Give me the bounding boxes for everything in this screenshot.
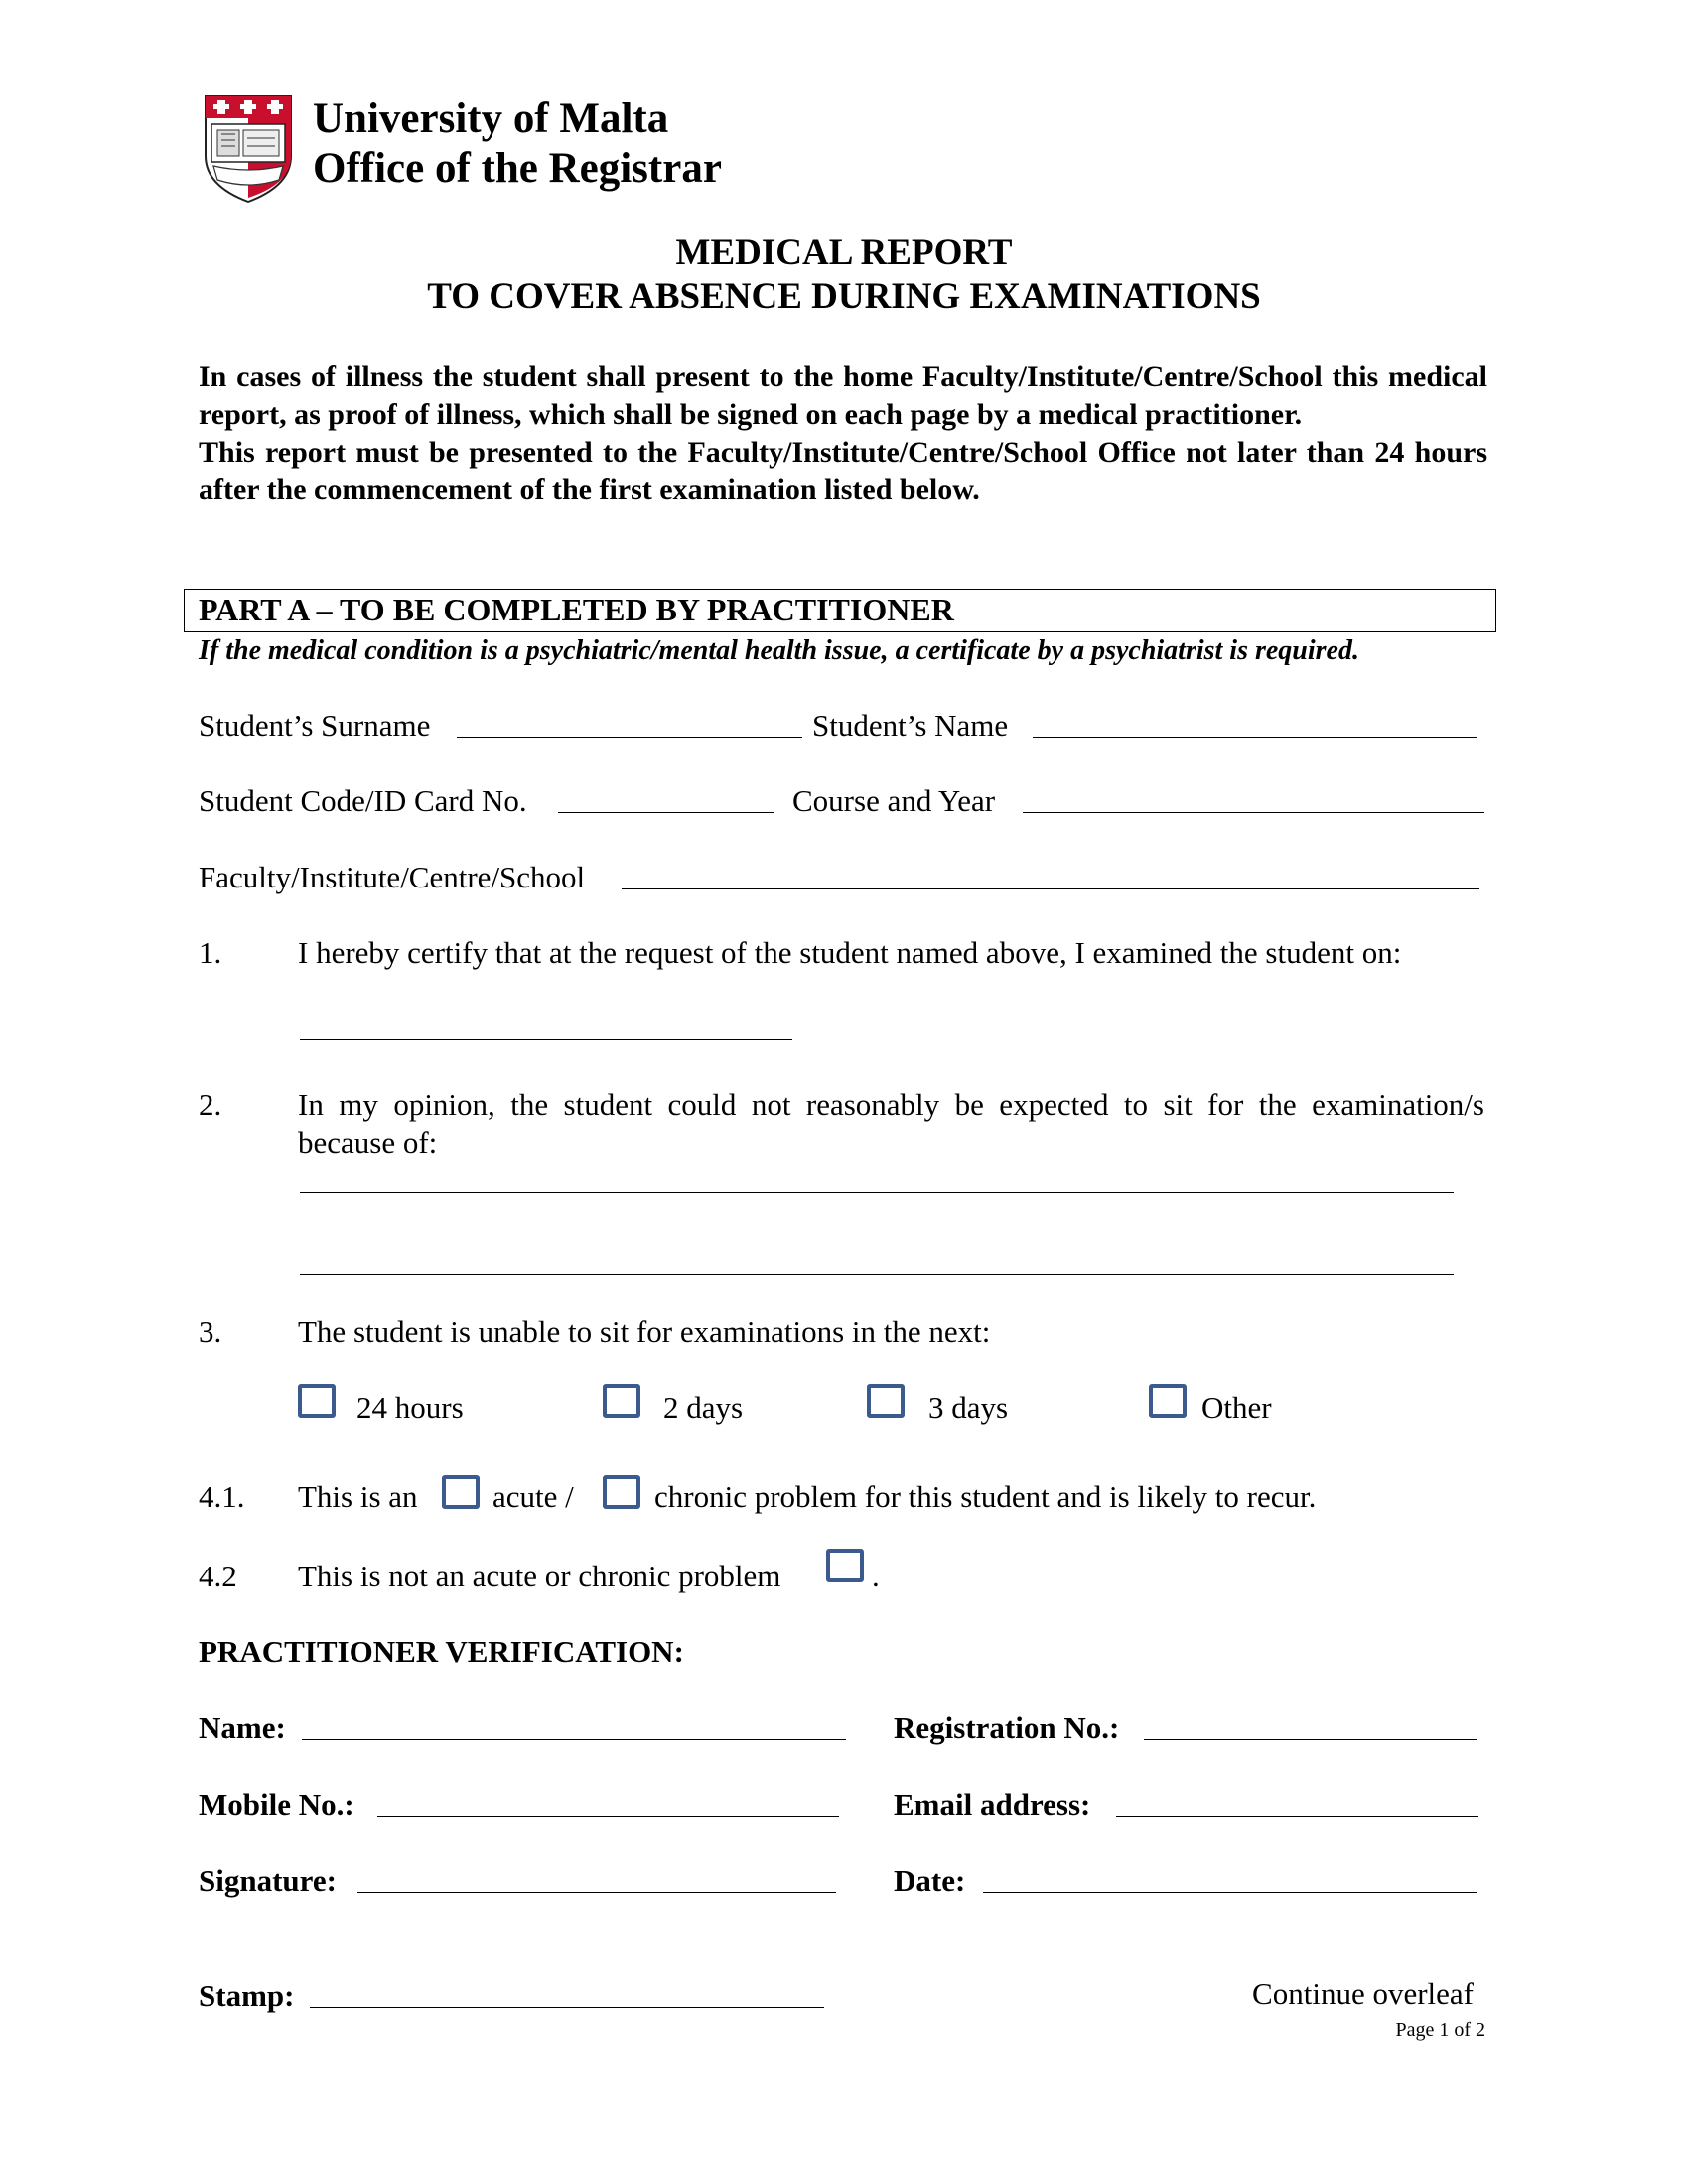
email-address-input-line[interactable] — [1116, 1816, 1478, 1817]
email-address-label: Email address: — [894, 1787, 1091, 1822]
surname-input-line[interactable] — [457, 737, 802, 738]
university-name: University of Malta — [313, 95, 669, 142]
item-2-number: 2. — [199, 1087, 222, 1122]
reason-input-line-1[interactable] — [300, 1192, 1454, 1193]
registration-no-label: Registration No.: — [894, 1710, 1120, 1745]
acute-label: acute / — [492, 1479, 574, 1514]
checkbox-chronic[interactable] — [603, 1475, 640, 1509]
item-4-1-prefix: This is an — [298, 1479, 418, 1514]
intro-paragraph-1: In cases of illness the student shall present to the home Faculty/Institute/Centre/School this medical report, as proof of illness, which shall be signed on each page by a medical practitioner. — [199, 360, 1487, 431]
stamp-label: Stamp: — [199, 1979, 295, 2013]
part-a-title: PART A – TO BE COMPLETED BY PRACTITIONER — [199, 592, 954, 627]
office-name: Office of the Registrar — [313, 145, 722, 192]
university-crest-logo — [204, 94, 293, 204]
signature-input-line[interactable] — [357, 1892, 836, 1893]
chronic-label: chronic problem for this student and is likely to recur. — [654, 1479, 1317, 1514]
mobile-no-label: Mobile No.: — [199, 1787, 354, 1822]
examination-date-input-line[interactable] — [300, 1039, 792, 1040]
practitioner-name-input-line[interactable] — [302, 1739, 846, 1740]
name-input-line[interactable] — [1033, 737, 1477, 738]
item-4-2-text: This is not an acute or chronic problem — [298, 1559, 781, 1593]
faculty-label: Faculty/Institute/Centre/School — [199, 860, 586, 894]
verification-heading: PRACTITIONER VERIFICATION: — [199, 1634, 684, 1669]
item-1-text: I hereby certify that at the request of the student named above, I examined the student on: — [298, 935, 1402, 970]
intro-paragraph-2: This report must be presented to the Faculty/Institute/Centre/School Office not later than 24 hours after the commencement of the first examination listed below. — [199, 436, 1487, 506]
intro-text — [199, 358, 1487, 509]
checkbox-3-days[interactable] — [867, 1384, 905, 1418]
course-year-label: Course and Year — [792, 783, 996, 818]
option-24-hours-label: 24 hours — [356, 1390, 464, 1425]
faculty-input-line[interactable] — [622, 888, 1479, 889]
continue-overleaf-note: Continue overleaf — [1252, 1977, 1474, 2011]
item-4-2-number: 4.2 — [199, 1559, 237, 1593]
surname-label: Student’s Surname — [199, 708, 431, 743]
document-title-line2: TO COVER ABSENCE DURING EXAMINATIONS — [427, 276, 1261, 317]
student-code-input-line[interactable] — [558, 812, 774, 813]
reason-input-line-2[interactable] — [300, 1274, 1454, 1275]
option-2-days-label: 2 days — [663, 1390, 744, 1425]
item-2-text-line2: because of: — [298, 1125, 438, 1160]
date-input-line[interactable] — [983, 1892, 1477, 1893]
item-2-text-line1: In my opinion, the student could not reasonably be expected to sit for the examination/s — [298, 1087, 1484, 1122]
mobile-no-input-line[interactable] — [377, 1816, 839, 1817]
option-3-days-label: 3 days — [928, 1390, 1009, 1425]
signature-label: Signature: — [199, 1863, 337, 1898]
date-label: Date: — [894, 1863, 966, 1898]
item-1-number: 1. — [199, 935, 222, 970]
item-4-2-period: . — [872, 1559, 880, 1593]
item-4-1-number: 4.1. — [199, 1479, 245, 1514]
part-a-note: If the medical condition is a psychiatric/mental health issue, a certificate by a psychiatrist is required. — [199, 635, 1359, 666]
document-title-line1: MEDICAL REPORT — [675, 232, 1013, 273]
option-other-label: Other — [1201, 1390, 1272, 1425]
checkbox-not-acute-or-chronic[interactable] — [826, 1549, 864, 1582]
name-label: Student’s Name — [812, 708, 1009, 743]
student-code-label: Student Code/ID Card No. — [199, 783, 527, 818]
stamp-input-line[interactable] — [310, 2007, 824, 2008]
course-year-input-line[interactable] — [1023, 812, 1484, 813]
checkbox-other[interactable] — [1149, 1384, 1187, 1418]
page-number: Page 1 of 2 — [1395, 2019, 1485, 2041]
checkbox-acute[interactable] — [442, 1475, 480, 1509]
practitioner-name-label: Name: — [199, 1710, 286, 1745]
item-3-number: 3. — [199, 1314, 222, 1349]
checkbox-2-days[interactable] — [603, 1384, 640, 1418]
checkbox-24-hours[interactable] — [298, 1384, 336, 1418]
item-3-text: The student is unable to sit for examinations in the next: — [298, 1314, 991, 1349]
registration-no-input-line[interactable] — [1144, 1739, 1477, 1740]
